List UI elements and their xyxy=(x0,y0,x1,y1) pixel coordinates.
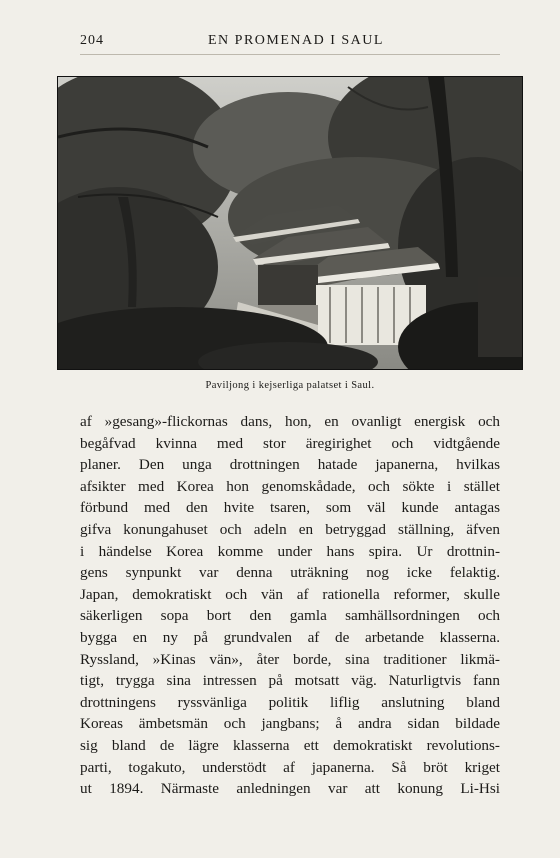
text-line: ut 1894. Närmaste anledningen var att konung Li-Hsi xyxy=(80,780,500,798)
text-line: parti, togakuto, understödt af japanerna. Så bröt kriget xyxy=(80,758,500,776)
text-line: begåfvad kvinna med stor äregirighet och vidtgående xyxy=(80,434,500,452)
figure-caption: Paviljong i kejserliga palatset i Saul. xyxy=(205,380,375,391)
header-rule xyxy=(80,54,500,55)
text-line: Koreas ämbetsmän och jangbans; å andra sidan bildade xyxy=(80,715,500,733)
text-line: Ryssland, »Kinas vän», åter borde, sina traditioner likmä- xyxy=(80,650,500,668)
text-line: afsikter med Korea hon genomskådade, och sökte i stället xyxy=(80,477,500,495)
text-line: af »gesang»-flickornas dans, hon, en ovanligt energisk och xyxy=(80,413,500,430)
text-line: sig bland de lägre klasserna ett demokratiskt revolutions- xyxy=(80,736,500,754)
text-line: säkerligen sopa bort den gamla samhällsordningen och xyxy=(80,607,500,625)
text-line: tigt, trygga sina intressen på motsatt väg. Naturligtvis fann xyxy=(80,672,500,690)
text-line: gens synpunkt var denna uträkning nog icke felaktig. xyxy=(80,564,500,582)
text-line: Japan, demokratiskt och vän af rationella reformer, skulle xyxy=(80,585,500,603)
text-line: bygga en ny på grundvalen af de arbetande klasserna. xyxy=(80,628,500,646)
text-line: gifva konungahuset och adeln en betryggad ställning, äfven xyxy=(80,520,500,538)
running-head: EN PROMENAD I SAUL xyxy=(208,33,384,48)
page-number: 204 xyxy=(80,33,104,48)
text-line: planer. Den unga drottningen hatade japanerna, hvilkas xyxy=(80,456,500,474)
text-line: i händelse Korea komme under hans spira. Ur drottnin- xyxy=(80,542,500,560)
page-header xyxy=(80,33,500,53)
pavilion-photograph-illustration xyxy=(58,77,522,369)
body-text xyxy=(80,411,500,800)
text-line: förbund med den hvite tsaren, som väl kunde antagas xyxy=(80,499,500,517)
text-line: drottningens ryssvänliga politik liflig anslutning bland xyxy=(80,693,500,711)
pavilion-photograph xyxy=(57,76,523,370)
